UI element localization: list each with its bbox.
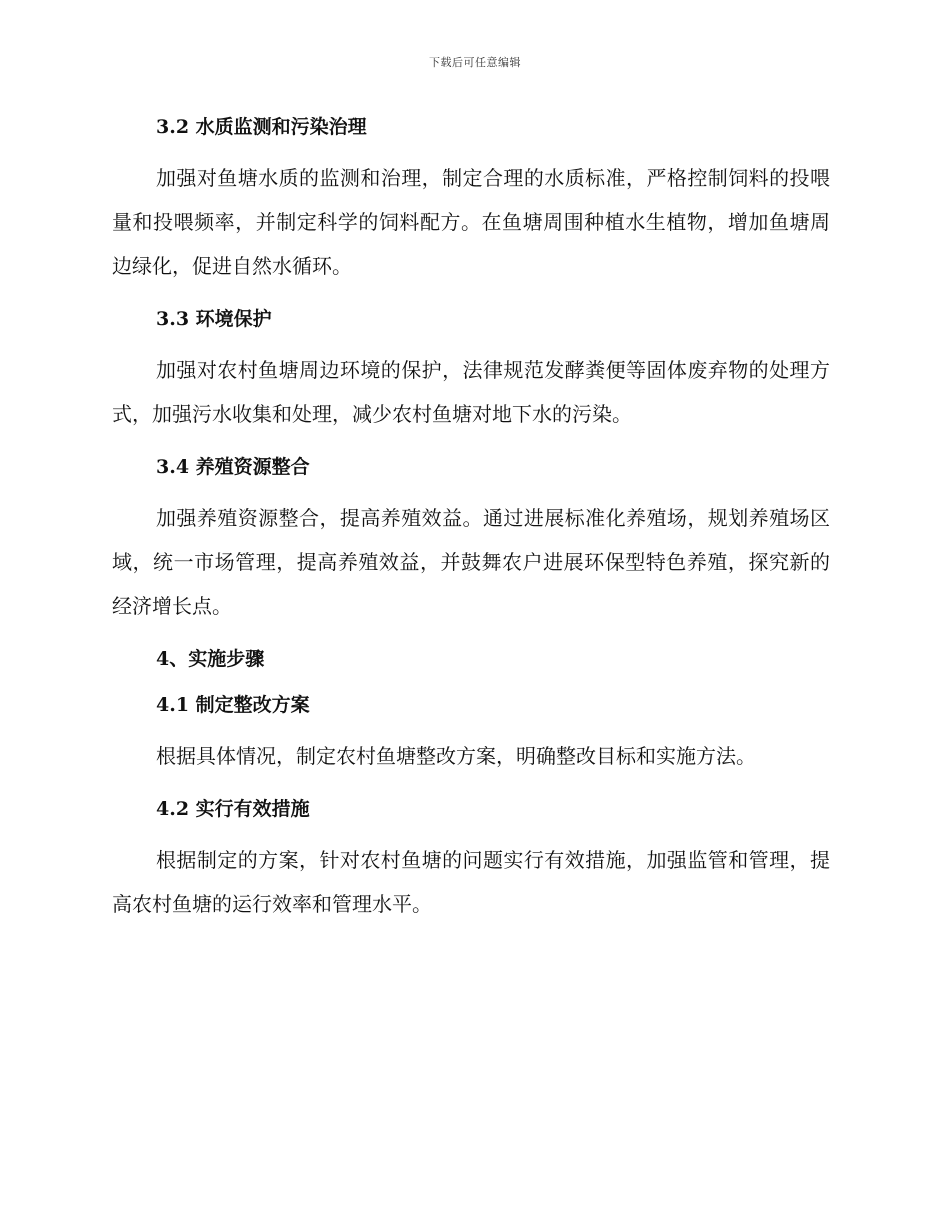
section-4-1-title: 4.1 制定整改方案 bbox=[156, 694, 310, 716]
page-header: 下载后可任意编辑 bbox=[429, 56, 521, 69]
section-3-3-body: 加强对农村鱼塘周边环境的保护，法律规范发酵粪便等固体废弃物的处理方式，加强污水收集和处理，减少农村鱼塘对地下水的污染。 bbox=[112, 358, 830, 426]
section-4-2-body: 根据制定的方案，针对农村鱼塘的问题实行有效措施，加强监管和管理，提高农村鱼塘的运行效率和管理水平。 bbox=[112, 848, 830, 916]
section-3-2-title: 3.2 水质监测和污染治理 bbox=[156, 116, 367, 138]
section-4-1-body: 根据具体情况，制定农村鱼塘整改方案，明确整改目标和实施方法。 bbox=[156, 744, 756, 768]
document-body bbox=[112, 112, 830, 926]
section-3-2-body: 加强对鱼塘水质的监测和治理，制定合理的水质标准，严格控制饲料的投喂量和投喂频率，并制定科学的饲料配方。在鱼塘周围种植水生植物，增加鱼塘周边绿化，促进自然水循环。 bbox=[112, 166, 830, 278]
section-3-4-body: 加强养殖资源整合，提高养殖效益。通过进展标准化养殖场，规划养殖场区域，统一市场管理，提高养殖效益，并鼓舞农户进展环保型特色养殖，探究新的经济增长点。 bbox=[112, 506, 830, 618]
section-3-3-title: 3.3 环境保护 bbox=[156, 308, 272, 330]
section-3-4-title: 3.4 养殖资源整合 bbox=[156, 456, 310, 478]
section-4-2-title: 4.2 实行有效措施 bbox=[156, 798, 310, 820]
section-4-title: 4、实施步骤 bbox=[156, 648, 265, 670]
